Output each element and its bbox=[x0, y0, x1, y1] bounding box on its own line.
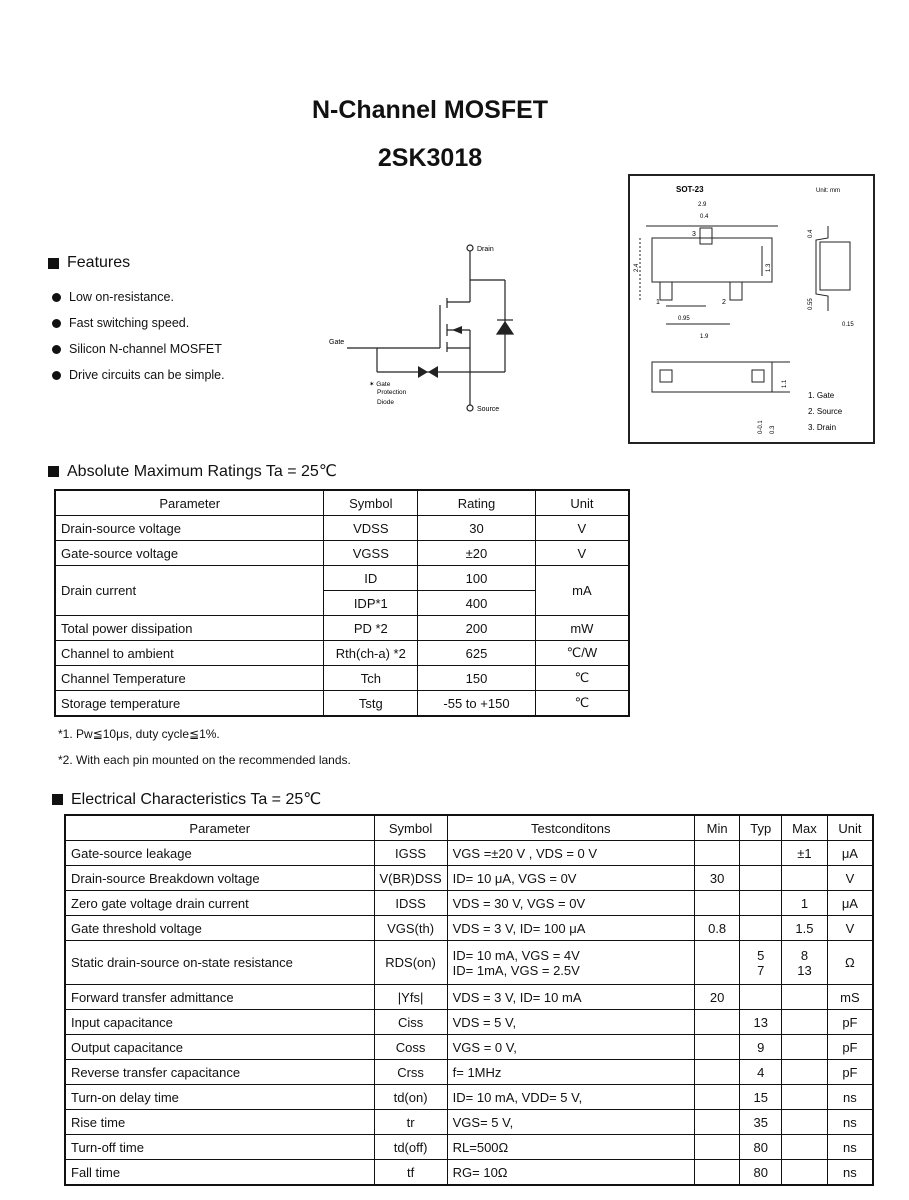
table-row: Gate threshold voltage VGS(th) VDS = 3 V, ID= 100 μA 0.8 1.5 V bbox=[65, 916, 873, 941]
diode-note-2: Protection bbox=[377, 389, 407, 396]
table-row: Channel to ambient Rth(ch-a) *2 625 ℃/W bbox=[55, 641, 629, 666]
pin-label-1: 1 bbox=[656, 299, 660, 306]
source-label: Source bbox=[477, 406, 500, 413]
dim-width: 2.9 bbox=[698, 202, 707, 208]
column-header: Typ bbox=[740, 815, 782, 841]
footnote-2: *2. With each pin mounted on the recommended lands. bbox=[58, 753, 351, 767]
table-header-row bbox=[55, 490, 629, 516]
dim-span: 1.9 bbox=[700, 334, 709, 340]
table-row: Drain current ID 100 mA bbox=[55, 566, 629, 591]
dim-pin-width: 0.4 bbox=[700, 214, 709, 220]
dim-body: 1.3 bbox=[766, 263, 772, 272]
pin-label-2: 2 bbox=[722, 299, 726, 306]
column-header: Rating bbox=[418, 490, 536, 516]
column-header: Parameter bbox=[55, 490, 324, 516]
table-row: Drain-source Breakdown voltage V(BR)DSS ID= 10 μA, VGS = 0V 30 V bbox=[65, 866, 873, 891]
square-bullet-icon bbox=[48, 258, 59, 269]
square-bullet-icon bbox=[52, 794, 63, 805]
square-bullet-icon bbox=[48, 466, 59, 477]
pin-desc-1: 1. Gate bbox=[808, 391, 835, 400]
table-header-row bbox=[65, 815, 873, 841]
bullet-icon bbox=[52, 293, 61, 302]
table-row: Output capacitance Coss VGS = 0 V, 9 pF bbox=[65, 1035, 873, 1060]
page-title: N-Channel MOSFET bbox=[311, 96, 549, 124]
column-header: Symbol bbox=[374, 815, 447, 841]
dim-pitch: 0.95 bbox=[678, 316, 690, 322]
list-item: Drive circuits can be simple. bbox=[52, 362, 225, 388]
features-list bbox=[52, 284, 225, 388]
column-header: Symbol bbox=[324, 490, 418, 516]
elec-table bbox=[64, 814, 874, 1186]
dim-side-b: 0.3 bbox=[770, 425, 776, 434]
dim-lead: 0.4 bbox=[808, 229, 814, 238]
dim-side-h: 1.1 bbox=[782, 379, 788, 388]
column-header: Unit bbox=[535, 490, 629, 516]
list-item: Low on-resistance. bbox=[52, 284, 225, 310]
table-row: Gate-source voltage VGSS ±20 V bbox=[55, 541, 629, 566]
list-item: Fast switching speed. bbox=[52, 310, 225, 336]
list-item: Silicon N-channel MOSFET bbox=[52, 336, 225, 362]
package-name: SOT-23 bbox=[676, 185, 704, 194]
abs-max-heading: Absolute Maximum Ratings Ta = 25℃ bbox=[48, 461, 337, 481]
table-row: Static drain-source on-state resistance RDS(on) ID= 10 mA, VGS = 4V ID= 1mA, VGS = 2.5V 5 7 8 13 Ω bbox=[65, 941, 873, 985]
package-drawing bbox=[628, 174, 875, 444]
table-row: Storage temperature Tstg -55 to +150 ℃ bbox=[55, 691, 629, 717]
elec-heading: Electrical Characteristics Ta = 25℃ bbox=[52, 789, 321, 809]
pin-desc-3: 3. Drain bbox=[808, 423, 837, 432]
diode-note-3: Diode bbox=[377, 399, 394, 406]
pin-label-3: 3 bbox=[692, 231, 696, 238]
table-row: IDP*1 400 bbox=[55, 591, 629, 616]
bullet-icon bbox=[52, 371, 61, 380]
features-heading: Features bbox=[48, 254, 130, 272]
table-row: Total power dissipation PD *2 200 mW bbox=[55, 616, 629, 641]
bullet-icon bbox=[52, 345, 61, 354]
table-row: Gate-source leakage IGSS VGS =±20 V , VDS = 0 V ±1 μA bbox=[65, 841, 873, 866]
abs-max-table bbox=[54, 489, 630, 717]
drain-label: Drain bbox=[477, 246, 494, 253]
part-number: 2SK3018 bbox=[377, 144, 483, 172]
sot23-outline bbox=[630, 176, 873, 442]
column-header: Testconditons bbox=[447, 815, 694, 841]
table-row: Zero gate voltage drain current IDSS VDS = 30 V, VGS = 0V 1 μA bbox=[65, 891, 873, 916]
dim-thick: 0.55 bbox=[808, 298, 814, 310]
table-row: Fall time tf RG= 10Ω 80 ns bbox=[65, 1160, 873, 1186]
column-header: Unit bbox=[827, 815, 873, 841]
table-row: Turn-on delay time td(on) ID= 10 mA, VDD= 5 V, 15 ns bbox=[65, 1085, 873, 1110]
dim-min: 0-0.1 bbox=[758, 420, 764, 434]
table-row: Channel Temperature Tch 150 ℃ bbox=[55, 666, 629, 691]
dim-height: 2.4 bbox=[634, 263, 640, 272]
column-header: Min bbox=[694, 815, 740, 841]
pin-desc-2: 2. Source bbox=[808, 407, 843, 416]
table-row: Input capacitance Ciss VDS = 5 V, 13 pF bbox=[65, 1010, 873, 1035]
bullet-icon bbox=[52, 319, 61, 328]
footnote-1: *1. Pw≦10μs, duty cycle≦1%. bbox=[58, 727, 220, 741]
mosfet-schematic bbox=[325, 240, 525, 420]
table-row: Turn-off time td(off) RL=500Ω 80 ns bbox=[65, 1135, 873, 1160]
unit-label: Unit: mm bbox=[816, 188, 840, 194]
table-row: Drain-source voltage VDSS 30 V bbox=[55, 516, 629, 541]
column-header: Max bbox=[782, 815, 828, 841]
table-row: Forward transfer admittance |Yfs| VDS = 3 V, ID= 10 mA 20 mS bbox=[65, 985, 873, 1010]
table-row: Rise time tr VGS= 5 V, 35 ns bbox=[65, 1110, 873, 1135]
column-header: Parameter bbox=[65, 815, 374, 841]
table-row: Reverse transfer capacitance Crss f= 1MHz 4 pF bbox=[65, 1060, 873, 1085]
diode-note-1: ✶ Gate bbox=[369, 381, 391, 388]
gate-label: Gate bbox=[329, 339, 345, 346]
dim-foot: 0.15 bbox=[842, 322, 854, 328]
